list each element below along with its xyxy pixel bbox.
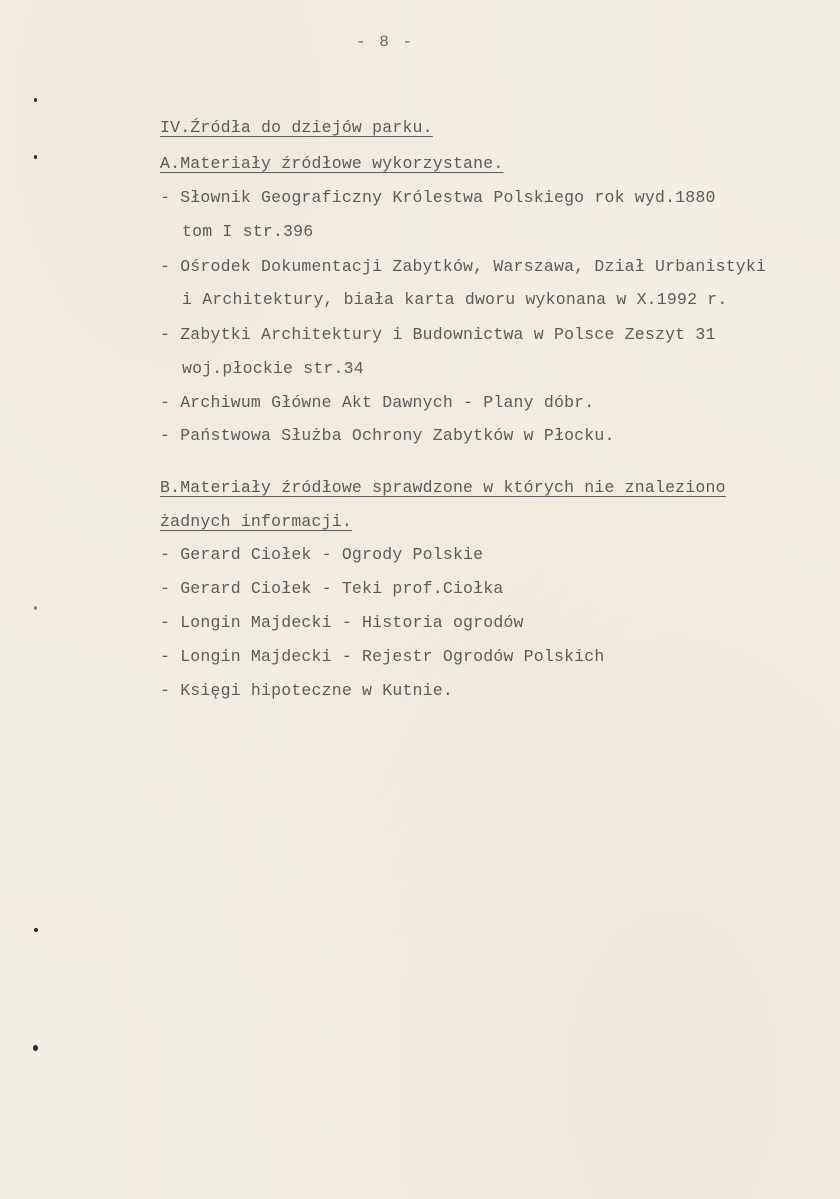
section-title: IV.Źródła do dziejów parku. bbox=[160, 118, 433, 137]
list-item-continuation: woj.płockie str.34 bbox=[182, 359, 364, 378]
list-item: - Państwowa Służba Ochrony Zabytków w Płocku. bbox=[160, 426, 615, 445]
list-item: - Longin Majdecki - Rejestr Ogrodów Polskich bbox=[160, 647, 605, 666]
list-item: - Księgi hipoteczne w Kutnie. bbox=[160, 681, 453, 700]
margin-mark bbox=[34, 606, 37, 610]
list-item: - Archiwum Główne Akt Dawnych - Plany dóbr. bbox=[160, 393, 595, 412]
margin-mark bbox=[34, 928, 38, 932]
part-a-heading: A.Materiały źródłowe wykorzystane. bbox=[160, 154, 504, 173]
list-item: - Słownik Geograficzny Królestwa Polskiego rok wyd.1880 bbox=[160, 188, 716, 207]
list-item-continuation: tom I str.396 bbox=[182, 222, 314, 241]
list-item: - Longin Majdecki - Historia ogrodów bbox=[160, 613, 524, 632]
list-item: - Gerard Ciołek - Ogrody Polskie bbox=[160, 545, 484, 564]
list-item: - Gerard Ciołek - Teki prof.Ciołka bbox=[160, 579, 504, 598]
list-item: - Zabytki Architektury i Budownictwa w Polsce Zeszyt 31 bbox=[160, 325, 716, 344]
margin-mark bbox=[34, 155, 37, 159]
part-b-heading: B.Materiały źródłowe sprawdzone w których nie znaleziono bbox=[160, 478, 726, 497]
part-b-heading-continuation: żadnych informacji. bbox=[160, 512, 352, 531]
page-number: - 8 - bbox=[355, 33, 414, 51]
list-item-continuation: i Architektury, biała karta dworu wykonana w X.1992 r. bbox=[182, 290, 728, 309]
list-item: - Ośrodek Dokumentacji Zabytków, Warszawa, Dział Urbanistyki bbox=[160, 257, 767, 276]
margin-mark bbox=[34, 98, 37, 102]
margin-mark bbox=[33, 1045, 38, 1051]
